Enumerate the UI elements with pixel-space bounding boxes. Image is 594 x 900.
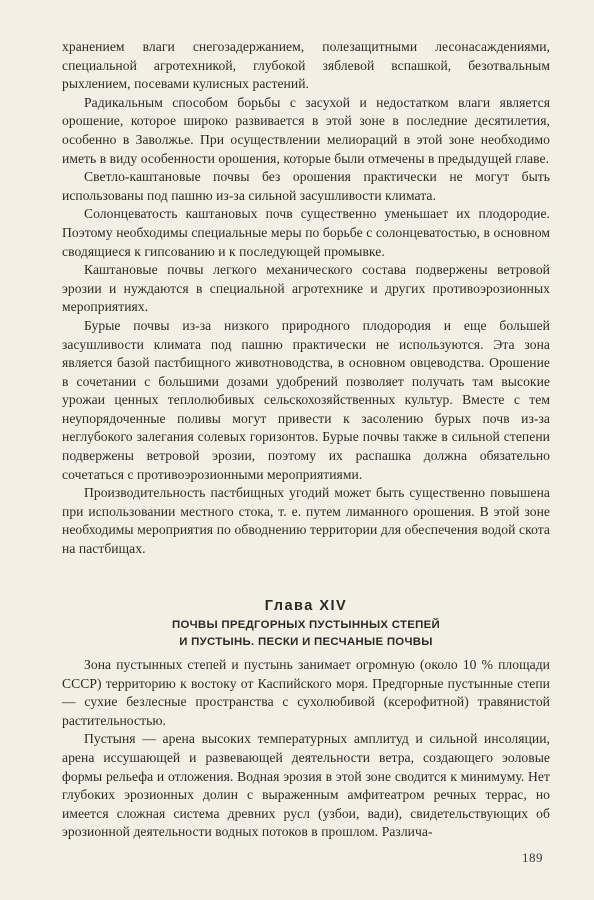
chapter-title-line-1: ПОЧВЫ ПРЕДГОРНЫХ ПУСТЫННЫХ СТЕПЕЙ [171, 619, 441, 631]
paragraph-pastures: Производительность пастбищных угодий может быть существенно повышена при использовании местного стока, т. е. путем лиманного орошения. В этой зоне необходимы мероприятия по обводнению территории для обеспечения водой скота на пастбищах. [62, 485, 550, 557]
chapter-title-line-2: И ПУСТЫНЬ. ПЕСКИ И ПЕСЧАНЫЕ ПОЧВЫ [179, 636, 433, 648]
paragraph-desert-arena: Пустыня — арена высоких температурных амплитуд и сильной инсоляции, арена иссушающей и развевающей деятельности ветра, создающего эоловые формы рельефа и отложения. Водная эрозия в этой зоне сводится к минимуму. Нет глубоких эрозионных долин с выраженным амфитеатром речных террас, но имеется сложная система древних русл (узбои, вади), свидетельствующих об эрозионной деятельности водных потоков в прошлом. Различа- [62, 731, 550, 840]
paragraph-irrigation: Радикальным способом борьбы с засухой и недостатком влаги является орошение, которое широко развивается в этой зоне в последние десятилетия, особенно в Заволжье. При осуществлении мелиораций в этой зоне необходимо иметь в виду особенности орошения, которые были отмечены в предыдущей главе. [62, 94, 550, 166]
page-number: 189 [522, 850, 543, 865]
paragraph-solonetz: Солонцеватость каштановых почв существенно уменьшает их плодородие. Поэтому необходимы специальные меры по борьбе с солонцеватостью, в основном сводящиеся к гипсованию и к последующей промывке. [62, 206, 550, 259]
chapter-heading [62, 598, 550, 651]
body-text-bottom [62, 656, 550, 842]
paragraph-continued: хранением влаги снегозадержанием, полезащитными лесонасаждениями, специальной агротехникой, глубокой зяблевой вспашкой, безотвальным рыхлением, посевами кулисных растений. [62, 39, 550, 92]
chapter-number: Глава XIV [264, 598, 348, 614]
paragraph-wind-erosion: Каштановые почвы легкого механического состава подвержены ветровой эрозии и нуждаются в специальной агротехнике и других противоэрозионных мероприятиях. [62, 262, 550, 315]
paragraph-desert-zone: Зона пустынных степей и пустынь занимает огромную (около 10 % площади СССР) территорию к востоку от Каспийского моря. Предгорные пустынные степи — сухие безлесные пространства с сухолюбивой (ксерофитной) травянистой растительностью. [62, 657, 550, 728]
body-text-top [62, 38, 550, 559]
paragraph-brown-soils: Бурые почвы из-за низкого природного плодородия и еще большей засушливости климата под пашню практически не используются. Эта зона является базой пастбищного животноводства, в основном овцеводства. Орошение в сочетании с большими дозами удобрений позволяет получать там высокие урожаи ценных теплолюбивых сельскохозяйственных культур. Вместе с тем неупорядоченные поливы могут привести к засолению бурых почв из-за неглубокого залегания солевых горизонтов. Бурые почвы также в сильной степени подвержены ветровой эрозии, поэтому их распашка должна обязательно сочетаться с противоэрозионными мероприятиями. [62, 317, 550, 482]
paragraph-light-chestnut-soils: Светло-каштановые почвы без орошения практически не могут быть использованы под пашню из-за сильной засушливости климата. [62, 169, 550, 203]
